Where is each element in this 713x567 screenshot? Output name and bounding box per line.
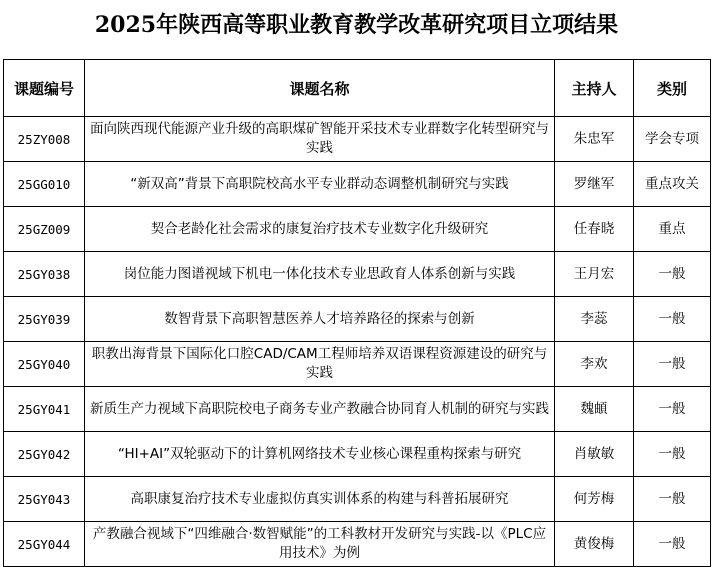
cell-category: 一般 — [634, 252, 711, 297]
cell-code: 25GY041 — [4, 387, 85, 432]
table-row — [4, 522, 711, 567]
cell-category: 一般 — [634, 387, 711, 432]
cell-host: 魏頔 — [555, 387, 634, 432]
cell-name: “新双高”背景下高职院校高水平专业群动态调整机制研究与实践 — [85, 162, 555, 207]
cell-code: 25GY044 — [4, 522, 85, 567]
cell-code: 25GG010 — [4, 162, 85, 207]
cell-category: 一般 — [634, 477, 711, 522]
cell-code: 25GZ009 — [4, 207, 85, 252]
table-row — [4, 117, 711, 162]
cell-name: 职教出海背景下国际化口腔CAD/CAM工程师培养双语课程资源建设的研究与实践 — [85, 342, 555, 387]
cell-category: 一般 — [634, 522, 711, 567]
table-row — [4, 477, 711, 522]
cell-code: 25GY040 — [4, 342, 85, 387]
cell-category: 一般 — [634, 297, 711, 342]
cell-host: 黄俊梅 — [555, 522, 634, 567]
table-row — [4, 252, 711, 297]
table-row — [4, 162, 711, 207]
cell-host: 李欢 — [555, 342, 634, 387]
cell-code: 25ZY008 — [4, 117, 85, 162]
cell-code: 25GY039 — [4, 297, 85, 342]
header-name: 课题名称 — [85, 60, 555, 117]
cell-category: 重点攻关 — [634, 162, 711, 207]
cell-host: 朱忠军 — [555, 117, 634, 162]
cell-name: 产教融合视域下“四维融合·数智赋能”的工科教材开发研究与实践-以《PLC应用技术》为例 — [85, 522, 555, 567]
cell-code: 25GY043 — [4, 477, 85, 522]
cell-category: 一般 — [634, 342, 711, 387]
project-results-table — [3, 59, 711, 567]
table-row — [4, 342, 711, 387]
table-row — [4, 297, 711, 342]
header-category: 类别 — [634, 60, 711, 117]
cell-category: 学会专项 — [634, 117, 711, 162]
cell-name: 岗位能力图谱视域下机电一体化技术专业思政育人体系创新与实践 — [85, 252, 555, 297]
cell-category: 重点 — [634, 207, 711, 252]
cell-host: 何芳梅 — [555, 477, 634, 522]
cell-category: 一般 — [634, 432, 711, 477]
cell-name: 高职康复治疗技术专业虚拟仿真实训体系的构建与科普拓展研究 — [85, 477, 555, 522]
cell-name: 新质生产力视域下高职院校电子商务专业产教融合协同育人机制的研究与实践 — [85, 387, 555, 432]
table-row — [4, 207, 711, 252]
cell-code: 25GY038 — [4, 252, 85, 297]
cell-host: 李蕊 — [555, 297, 634, 342]
cell-name: 面向陕西现代能源产业升级的高职煤矿智能开采技术专业群数字化转型研究与实践 — [85, 117, 555, 162]
header-host: 主持人 — [555, 60, 634, 117]
cell-host: 王月宏 — [555, 252, 634, 297]
table-header-row — [4, 60, 711, 117]
table-row — [4, 432, 711, 477]
table-row — [4, 387, 711, 432]
cell-host: 罗继军 — [555, 162, 634, 207]
cell-name: 数智背景下高职智慧医养人才培养路径的探索与创新 — [85, 297, 555, 342]
cell-host: 肖敏敏 — [555, 432, 634, 477]
cell-name: 契合老龄化社会需求的康复治疗技术专业数字化升级研究 — [85, 207, 555, 252]
cell-code: 25GY042 — [4, 432, 85, 477]
cell-name: “HI+AI”双轮驱动下的计算机网络技术专业核心课程重构探索与研究 — [85, 432, 555, 477]
cell-host: 任春晓 — [555, 207, 634, 252]
page-title: 2025年陕西高等职业教育教学改革研究项目立项结果 — [94, 12, 619, 38]
header-code: 课题编号 — [4, 60, 85, 117]
